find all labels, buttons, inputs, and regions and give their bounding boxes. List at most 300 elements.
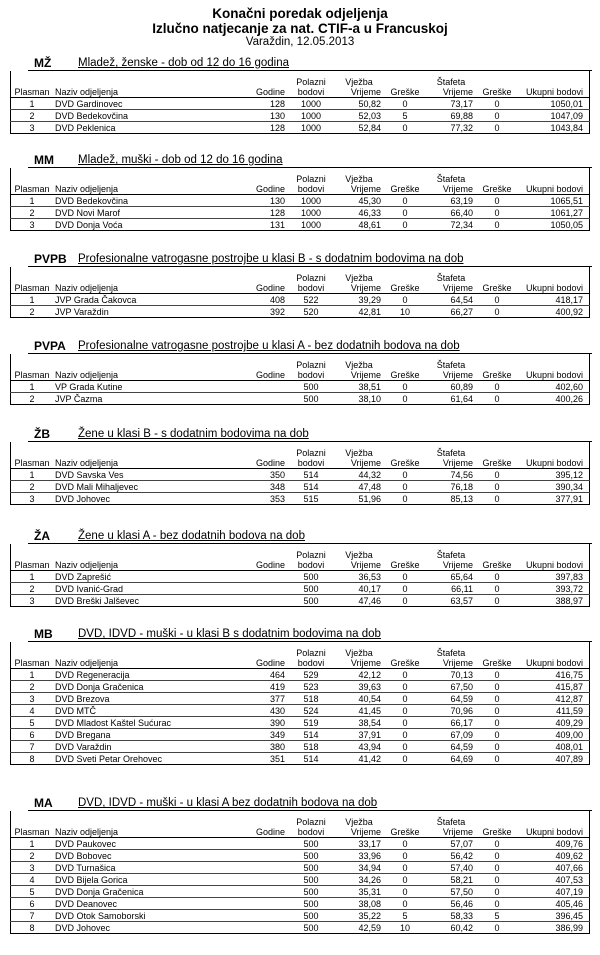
cell-vjezba-vrijeme: 51,96 — [335, 493, 383, 505]
cell-vjezba-vrijeme: 37,91 — [335, 729, 383, 741]
cell-godine — [247, 898, 287, 910]
cell-godine: 353 — [247, 493, 287, 505]
cell-stafeta-vrijeme: 60,89 — [427, 381, 475, 393]
cell-naziv: DVD Bijela Gorica — [53, 874, 247, 886]
cell-naziv: DVD Donja Gračenica — [53, 886, 247, 898]
cell-godine — [247, 874, 287, 886]
table-row — [11, 381, 590, 393]
cell-ukupni: 405,46 — [519, 898, 590, 910]
cell-stafeta-greske: 0 — [475, 717, 519, 729]
table-row — [11, 306, 590, 318]
cell-ukupni: 408,01 — [519, 741, 590, 753]
table-header-row — [11, 811, 590, 838]
cell-vjezba-greske: 0 — [383, 753, 427, 765]
group-vjezba: Vježba — [345, 448, 373, 458]
cell-vjezba-vrijeme: 34,26 — [335, 874, 383, 886]
cell-plasman: 3 — [11, 493, 54, 505]
cell-vjezba-greske: 0 — [383, 595, 427, 607]
results-table — [10, 442, 590, 505]
table-row — [11, 874, 590, 886]
col-naziv: Naziv odjeljenja — [53, 442, 247, 469]
cell-godine: 130 — [247, 195, 287, 207]
cell-stafeta-vrijeme: 66,17 — [427, 717, 475, 729]
cell-ukupni: 402,60 — [519, 381, 590, 393]
section-code: MŽ — [34, 56, 52, 70]
cell-plasman: 1 — [11, 669, 54, 681]
section-rule — [28, 353, 592, 354]
table-row — [11, 862, 590, 874]
cell-vjezba-greske: 0 — [383, 294, 427, 306]
cell-vjezba-greske: 0 — [383, 219, 427, 231]
cell-plasman: 1 — [11, 838, 54, 850]
sub-vrijeme: Vrijeme — [350, 369, 381, 380]
cell-stafeta-greske: 0 — [475, 862, 519, 874]
cell-vjezba-vrijeme: 47,46 — [335, 595, 383, 607]
section-code: MA — [34, 796, 53, 810]
cell-ukupni: 396,45 — [519, 910, 590, 922]
cell-stafeta-greske: 0 — [475, 207, 519, 219]
col-polazni: Polazni bodovi — [287, 811, 335, 838]
group-stafeta: Štafeta — [436, 648, 466, 658]
group-stafeta: Štafeta — [436, 174, 466, 184]
group-vjezba: Vježba — [345, 77, 373, 87]
cell-naziv: DVD Zaprešić — [53, 571, 247, 583]
cell-ukupni: 416,75 — [519, 669, 590, 681]
cell-ukupni: 418,17 — [519, 294, 590, 306]
group-stafeta: Štafeta — [436, 448, 466, 458]
cell-stafeta-vrijeme: 74,56 — [427, 469, 475, 481]
section-code: MB — [34, 627, 53, 641]
sub-vrijeme: Vrijeme — [442, 183, 473, 194]
cell-godine: 430 — [247, 705, 287, 717]
section-description: Žene u klasi B - s dodatnim bodovima na dob — [78, 428, 309, 440]
cell-naziv: JVP Varaždin — [53, 306, 247, 318]
cell-vjezba-greske: 0 — [383, 469, 427, 481]
cell-vjezba-greske: 0 — [383, 741, 427, 753]
cell-stafeta-greske: 0 — [475, 595, 519, 607]
cell-naziv: DVD Deanovec — [53, 898, 247, 910]
cell-naziv: DVD Peklenica — [53, 122, 247, 134]
cell-stafeta-vrijeme: 57,07 — [427, 838, 475, 850]
table-header-row — [11, 544, 590, 571]
cell-ukupni: 388,97 — [519, 595, 590, 607]
col-godine: Godine — [247, 442, 287, 469]
cell-ukupni: 407,53 — [519, 874, 590, 886]
cell-polazni: 1000 — [287, 98, 335, 110]
section-rule — [28, 441, 592, 442]
cell-ukupni: 409,00 — [519, 729, 590, 741]
col-stafeta-vrijeme — [427, 354, 475, 381]
col-vjezba-vrijeme — [335, 71, 383, 98]
section-description: DVD, IDVD - muški - u klasi A bez dodatnih bodova na dob — [78, 797, 378, 809]
col-godine: Godine — [247, 168, 287, 195]
cell-plasman: 2 — [11, 306, 54, 318]
section-description: DVD, IDVD - muški - u klasi B s dodatnim bodovima na dob — [78, 628, 381, 640]
cell-vjezba-greske: 0 — [383, 717, 427, 729]
group-stafeta: Štafeta — [436, 817, 466, 827]
table-row — [11, 693, 590, 705]
cell-vjezba-vrijeme: 35,31 — [335, 886, 383, 898]
col-ukupni: Ukupni bodovi — [519, 354, 590, 381]
cell-stafeta-vrijeme: 72,34 — [427, 219, 475, 231]
section-code: PVPA — [34, 339, 66, 353]
results-table — [10, 811, 590, 934]
cell-godine: 377 — [247, 693, 287, 705]
cell-vjezba-vrijeme: 47,48 — [335, 481, 383, 493]
col-stafeta-vrijeme — [427, 267, 475, 294]
col-vjezba-greske: Greške — [383, 267, 427, 294]
cell-stafeta-vrijeme: 73,17 — [427, 98, 475, 110]
cell-vjezba-vrijeme: 34,94 — [335, 862, 383, 874]
cell-stafeta-vrijeme: 58,21 — [427, 874, 475, 886]
results-table — [10, 544, 590, 607]
cell-stafeta-greske: 0 — [475, 122, 519, 134]
cell-godine — [247, 583, 287, 595]
cell-stafeta-greske: 0 — [475, 481, 519, 493]
cell-polazni: 500 — [287, 381, 335, 393]
cell-naziv: DVD Sveti Petar Orehovec — [53, 753, 247, 765]
cell-plasman: 8 — [11, 922, 54, 934]
cell-ukupni: 1065,51 — [519, 195, 590, 207]
cell-stafeta-greske: 0 — [475, 469, 519, 481]
cell-naziv: DVD Donja Gračenica — [53, 681, 247, 693]
cell-plasman: 3 — [11, 219, 54, 231]
section-rule — [28, 810, 592, 811]
col-vjezba-vrijeme — [335, 811, 383, 838]
cell-plasman: 5 — [11, 717, 54, 729]
col-plasman: Plasman — [11, 168, 54, 195]
sub-vrijeme: Vrijeme — [350, 826, 381, 837]
cell-polazni: 1000 — [287, 195, 335, 207]
col-polazni: Polazni bodovi — [287, 442, 335, 469]
col-plasman: Plasman — [11, 811, 54, 838]
section-title — [8, 252, 592, 267]
cell-vjezba-greske: 0 — [383, 122, 427, 134]
cell-plasman: 2 — [11, 681, 54, 693]
cell-godine — [247, 886, 287, 898]
col-stafeta-greske: Greške — [475, 168, 519, 195]
col-polazni: Polazni bodovi — [287, 168, 335, 195]
cell-stafeta-vrijeme: 56,46 — [427, 898, 475, 910]
cell-stafeta-greske: 0 — [475, 219, 519, 231]
sub-vrijeme: Vrijeme — [442, 86, 473, 97]
cell-stafeta-greske: 0 — [475, 729, 519, 741]
cell-vjezba-greske: 0 — [383, 693, 427, 705]
cell-vjezba-greske: 0 — [383, 850, 427, 862]
cell-vjezba-greske: 0 — [383, 571, 427, 583]
cell-godine: 128 — [247, 207, 287, 219]
cell-vjezba-vrijeme: 33,96 — [335, 850, 383, 862]
col-godine: Godine — [247, 354, 287, 381]
cell-polazni: 529 — [287, 669, 335, 681]
col-stafeta-vrijeme — [427, 442, 475, 469]
sub-vrijeme: Vrijeme — [442, 657, 473, 668]
section-title — [8, 529, 592, 544]
cell-vjezba-greske: 0 — [383, 729, 427, 741]
cell-stafeta-vrijeme: 56,42 — [427, 850, 475, 862]
cell-stafeta-vrijeme: 58,33 — [427, 910, 475, 922]
cell-stafeta-greske: 0 — [475, 898, 519, 910]
cell-godine: 380 — [247, 741, 287, 753]
cell-ukupni: 1043,84 — [519, 122, 590, 134]
cell-vjezba-vrijeme: 46,33 — [335, 207, 383, 219]
cell-godine: 128 — [247, 122, 287, 134]
table-row — [11, 910, 590, 922]
cell-godine: 408 — [247, 294, 287, 306]
cell-vjezba-vrijeme: 39,63 — [335, 681, 383, 693]
group-stafeta: Štafeta — [436, 360, 466, 370]
table-row — [11, 886, 590, 898]
cell-vjezba-vrijeme: 40,17 — [335, 583, 383, 595]
section-title — [8, 796, 592, 811]
cell-polazni: 514 — [287, 469, 335, 481]
cell-vjezba-vrijeme: 38,10 — [335, 393, 383, 405]
cell-polazni: 514 — [287, 729, 335, 741]
cell-stafeta-vrijeme: 76,18 — [427, 481, 475, 493]
cell-stafeta-vrijeme: 65,64 — [427, 571, 475, 583]
col-plasman: Plasman — [11, 442, 54, 469]
cell-godine: 131 — [247, 219, 287, 231]
cell-plasman: 2 — [11, 583, 54, 595]
cell-stafeta-vrijeme: 61,64 — [427, 393, 475, 405]
section-title — [8, 153, 592, 168]
group-stafeta: Štafeta — [436, 550, 466, 560]
cell-stafeta-greske: 0 — [475, 705, 519, 717]
cell-godine: 349 — [247, 729, 287, 741]
cell-vjezba-vrijeme: 35,22 — [335, 910, 383, 922]
cell-vjezba-greske: 0 — [383, 493, 427, 505]
table-row — [11, 729, 590, 741]
cell-polazni: 500 — [287, 850, 335, 862]
cell-stafeta-vrijeme: 57,40 — [427, 862, 475, 874]
cell-godine: 419 — [247, 681, 287, 693]
group-vjezba: Vježba — [345, 360, 373, 370]
cell-plasman: 2 — [11, 207, 54, 219]
table-row — [11, 98, 590, 110]
col-stafeta-greske: Greške — [475, 811, 519, 838]
col-polazni: Polazni bodovi — [287, 354, 335, 381]
section-code: ŽB — [34, 427, 50, 441]
cell-godine: 464 — [247, 669, 287, 681]
col-vjezba-greske: Greške — [383, 811, 427, 838]
cell-ukupni: 407,66 — [519, 862, 590, 874]
cell-plasman: 6 — [11, 729, 54, 741]
col-stafeta-greske: Greške — [475, 267, 519, 294]
col-naziv: Naziv odjeljenja — [53, 168, 247, 195]
results-table — [10, 642, 590, 765]
cell-polazni: 519 — [287, 717, 335, 729]
cell-plasman: 1 — [11, 469, 54, 481]
cell-vjezba-vrijeme: 33,17 — [335, 838, 383, 850]
cell-polazni: 500 — [287, 862, 335, 874]
cell-ukupni: 377,91 — [519, 493, 590, 505]
cell-ukupni: 409,29 — [519, 717, 590, 729]
page-subtitle: Izlučno natjecanje za nat. CTIF-a u Francuskoj — [152, 21, 448, 36]
sub-vrijeme: Vrijeme — [442, 559, 473, 570]
table-header-row — [11, 354, 590, 381]
cell-stafeta-vrijeme: 66,27 — [427, 306, 475, 318]
cell-stafeta-vrijeme: 66,11 — [427, 583, 475, 595]
section-5 — [8, 529, 592, 607]
cell-godine — [247, 910, 287, 922]
cell-naziv: DVD Bedekovčina — [53, 110, 247, 122]
cell-ukupni: 393,72 — [519, 583, 590, 595]
col-stafeta-vrijeme — [427, 168, 475, 195]
table-row — [11, 122, 590, 134]
cell-godine: 348 — [247, 481, 287, 493]
table-row — [11, 681, 590, 693]
cell-naziv: DVD Varaždin — [53, 741, 247, 753]
cell-polazni: 500 — [287, 874, 335, 886]
cell-naziv: DVD Breški Jalševec — [53, 595, 247, 607]
cell-vjezba-greske: 0 — [383, 838, 427, 850]
col-plasman: Plasman — [11, 267, 54, 294]
cell-naziv: DVD Gardinovec — [53, 98, 247, 110]
cell-vjezba-vrijeme: 39,29 — [335, 294, 383, 306]
col-vjezba-vrijeme — [335, 354, 383, 381]
cell-stafeta-greske: 0 — [475, 886, 519, 898]
col-godine: Godine — [247, 267, 287, 294]
col-vjezba-greske: Greške — [383, 354, 427, 381]
cell-naziv: DVD Bregana — [53, 729, 247, 741]
table-header-row — [11, 71, 590, 98]
section-code: ŽA — [34, 529, 50, 543]
cell-plasman: 1 — [11, 98, 54, 110]
cell-naziv: DVD Regeneracija — [53, 669, 247, 681]
table-row — [11, 741, 590, 753]
col-vjezba-vrijeme — [335, 544, 383, 571]
section-description: Profesionalne vatrogasne postrojbe u klasi A - bez dodatnih bodova na dob — [78, 340, 460, 352]
cell-vjezba-vrijeme: 38,08 — [335, 898, 383, 910]
table-row — [11, 219, 590, 231]
cell-stafeta-greske: 0 — [475, 741, 519, 753]
place-date: Varaždin, 12.05.2013 — [245, 36, 355, 48]
cell-ukupni: 411,59 — [519, 705, 590, 717]
cell-naziv: JVP Grada Čakovca — [53, 294, 247, 306]
col-godine: Godine — [247, 544, 287, 571]
section-1 — [8, 153, 592, 231]
col-plasman: Plasman — [11, 544, 54, 571]
table-header-row — [11, 442, 590, 469]
cell-plasman: 5 — [11, 886, 54, 898]
col-ukupni: Ukupni bodovi — [519, 642, 590, 669]
cell-naziv: DVD Bobovec — [53, 850, 247, 862]
col-polazni: Polazni bodovi — [287, 71, 335, 98]
cell-stafeta-vrijeme: 63,57 — [427, 595, 475, 607]
cell-godine — [247, 393, 287, 405]
table-row — [11, 393, 590, 405]
cell-vjezba-greske: 0 — [383, 98, 427, 110]
col-polazni: Polazni bodovi — [287, 267, 335, 294]
cell-ukupni: 407,89 — [519, 753, 590, 765]
sub-vrijeme: Vrijeme — [442, 282, 473, 293]
group-vjezba: Vježba — [345, 550, 373, 560]
cell-polazni: 518 — [287, 693, 335, 705]
col-vjezba-vrijeme — [335, 267, 383, 294]
sub-vrijeme: Vrijeme — [442, 369, 473, 380]
cell-vjezba-vrijeme: 41,42 — [335, 753, 383, 765]
cell-polazni: 514 — [287, 481, 335, 493]
col-vjezba-greske: Greške — [383, 442, 427, 469]
section-4 — [8, 427, 592, 505]
cell-naziv: DVD Donja Voća — [53, 219, 247, 231]
section-2 — [8, 252, 592, 318]
cell-stafeta-greske: 0 — [475, 669, 519, 681]
cell-polazni: 500 — [287, 910, 335, 922]
cell-stafeta-vrijeme: 64,69 — [427, 753, 475, 765]
table-row — [11, 850, 590, 862]
cell-plasman: 7 — [11, 910, 54, 922]
cell-vjezba-greske: 0 — [383, 481, 427, 493]
sub-vrijeme: Vrijeme — [350, 86, 381, 97]
cell-polazni: 518 — [287, 741, 335, 753]
cell-vjezba-vrijeme: 43,94 — [335, 741, 383, 753]
cell-naziv: DVD Johovec — [53, 493, 247, 505]
cell-vjezba-greske: 10 — [383, 922, 427, 934]
cell-polazni: 522 — [287, 294, 335, 306]
cell-stafeta-greske: 5 — [475, 910, 519, 922]
cell-godine — [247, 381, 287, 393]
cell-godine — [247, 838, 287, 850]
table-row — [11, 207, 590, 219]
col-plasman: Plasman — [11, 642, 54, 669]
results-table — [10, 71, 590, 134]
col-vjezba-greske: Greške — [383, 544, 427, 571]
cell-naziv: DVD Mali Mihaljevec — [53, 481, 247, 493]
cell-stafeta-greske: 0 — [475, 493, 519, 505]
cell-ukupni: 1061,27 — [519, 207, 590, 219]
cell-plasman: 7 — [11, 741, 54, 753]
sub-vrijeme: Vrijeme — [350, 559, 381, 570]
col-stafeta-greske: Greške — [475, 442, 519, 469]
group-vjezba: Vježba — [345, 174, 373, 184]
cell-vjezba-vrijeme: 38,54 — [335, 717, 383, 729]
col-vjezba-vrijeme — [335, 442, 383, 469]
cell-godine — [247, 850, 287, 862]
cell-stafeta-greske: 0 — [475, 850, 519, 862]
section-rule — [28, 167, 592, 168]
col-stafeta-vrijeme — [427, 642, 475, 669]
cell-vjezba-greske: 0 — [383, 381, 427, 393]
cell-polazni: 500 — [287, 838, 335, 850]
cell-ukupni: 397,83 — [519, 571, 590, 583]
section-description: Profesionalne vatrogasne postrojbe u klasi B - s dodatnim bodovima na dob — [78, 253, 464, 265]
table-row — [11, 493, 590, 505]
cell-polazni: 500 — [287, 393, 335, 405]
cell-naziv: DVD Johovec — [53, 922, 247, 934]
cell-ukupni: 400,92 — [519, 306, 590, 318]
cell-plasman: 3 — [11, 862, 54, 874]
cell-polazni: 515 — [287, 493, 335, 505]
cell-plasman: 3 — [11, 693, 54, 705]
col-ukupni: Ukupni bodovi — [519, 544, 590, 571]
cell-polazni: 500 — [287, 898, 335, 910]
cell-vjezba-greske: 0 — [383, 583, 427, 595]
table-row — [11, 838, 590, 850]
cell-stafeta-greske: 0 — [475, 681, 519, 693]
cell-stafeta-greske: 0 — [475, 693, 519, 705]
cell-vjezba-greske: 5 — [383, 110, 427, 122]
col-ukupni: Ukupni bodovi — [519, 71, 590, 98]
cell-ukupni: 1050,05 — [519, 219, 590, 231]
cell-naziv: DVD Brezova — [53, 693, 247, 705]
cell-plasman: 1 — [11, 294, 54, 306]
cell-vjezba-greske: 0 — [383, 862, 427, 874]
col-naziv: Naziv odjeljenja — [53, 71, 247, 98]
cell-vjezba-greske: 0 — [383, 898, 427, 910]
cell-vjezba-vrijeme: 42,12 — [335, 669, 383, 681]
col-vjezba-greske: Greške — [383, 642, 427, 669]
